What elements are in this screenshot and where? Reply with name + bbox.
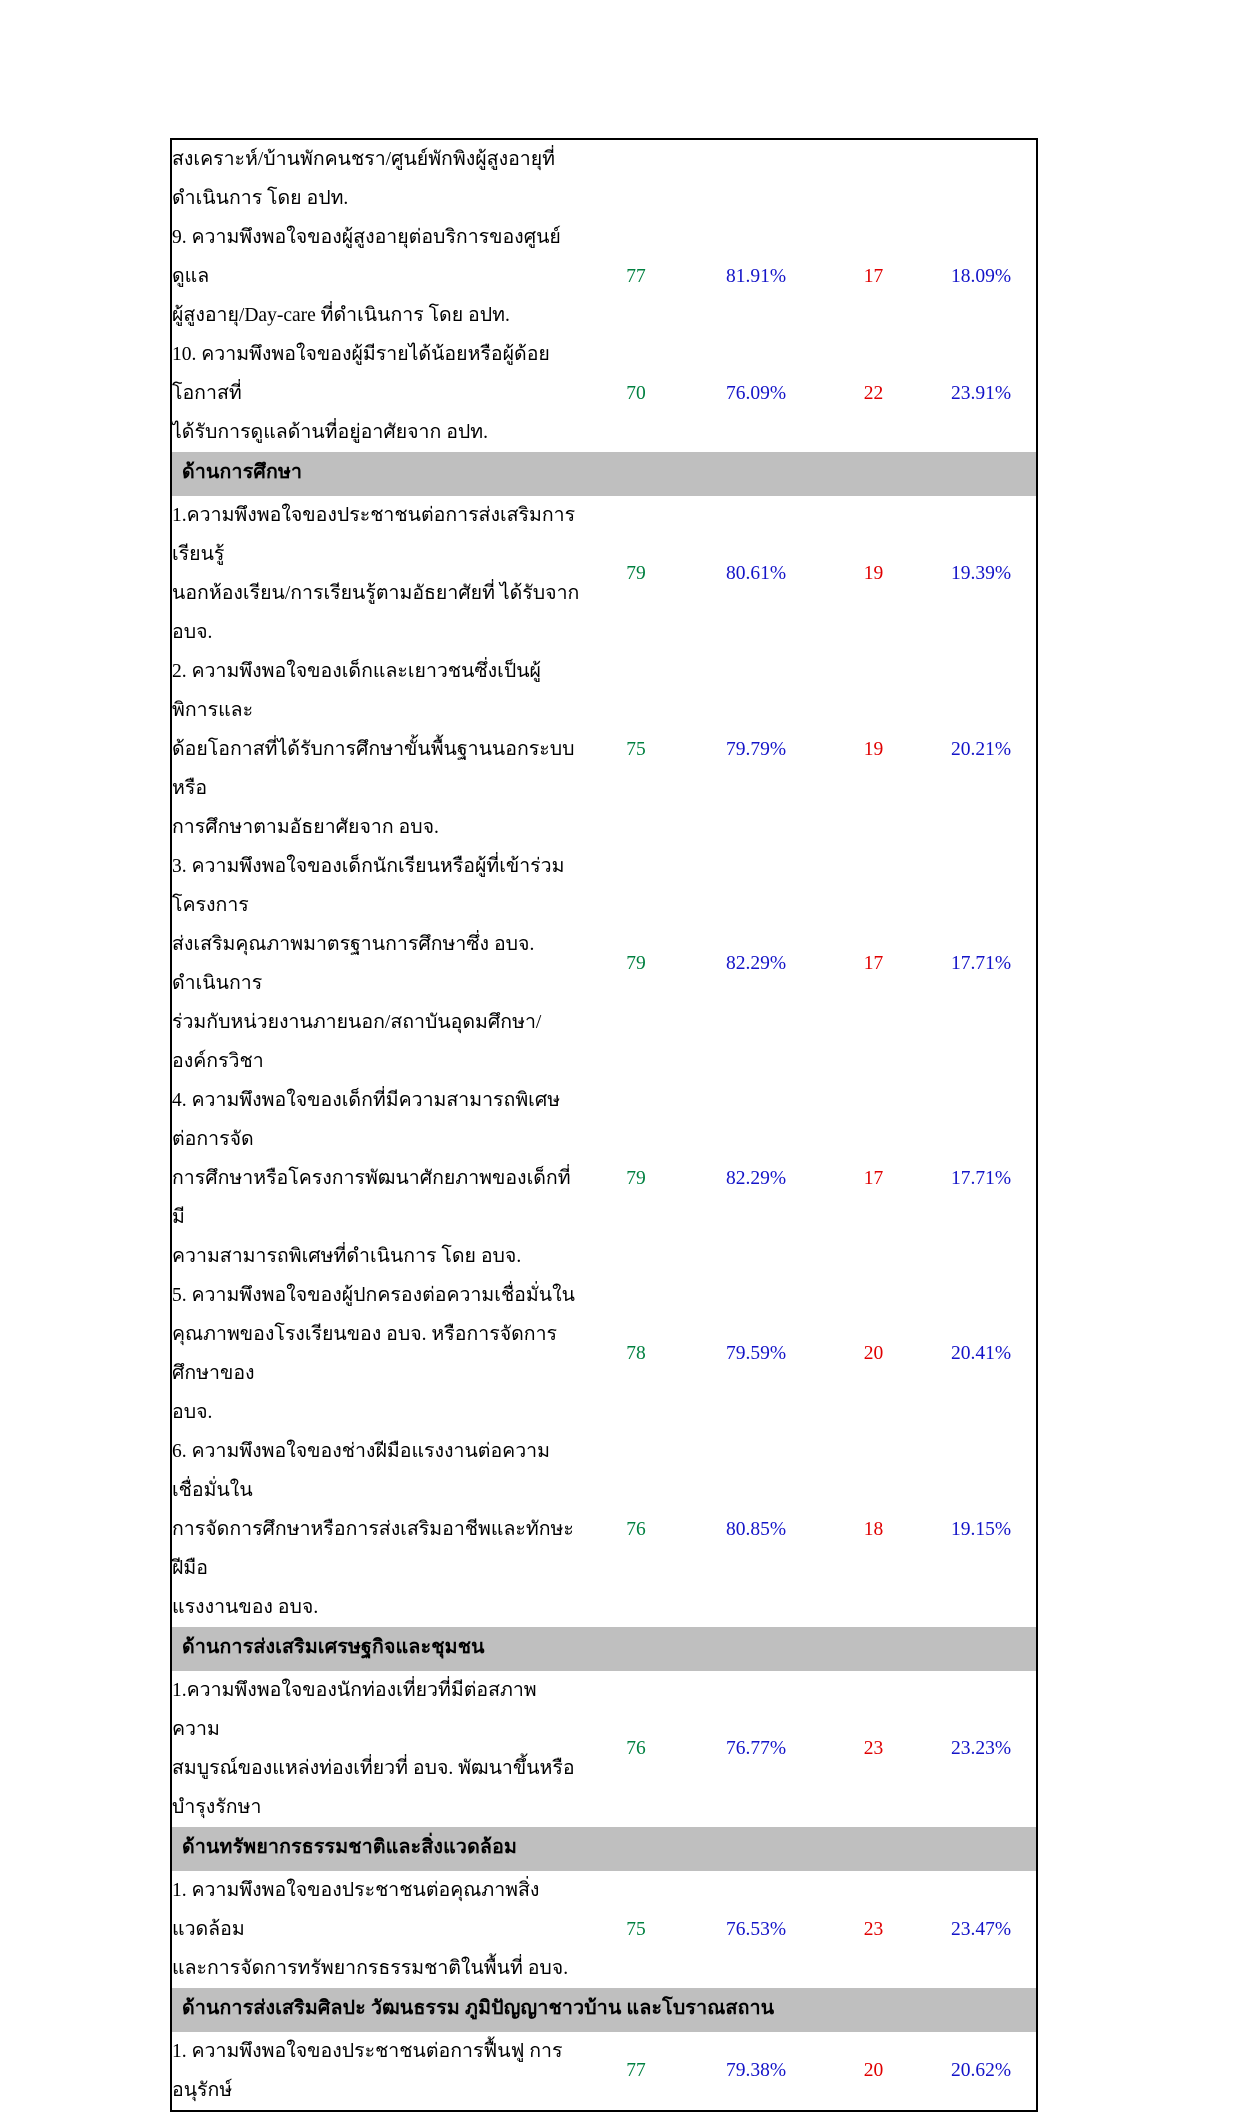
table-row bbox=[171, 1432, 1037, 1627]
satisfied-percent: 79.59% bbox=[691, 1276, 821, 1432]
section-header-label: ด้านทรัพยากรธรรมชาติและสิ่งแวดล้อม bbox=[171, 1827, 1037, 1871]
row-label bbox=[171, 335, 581, 452]
table-row bbox=[171, 652, 1037, 847]
unsatisfied-count: 22 bbox=[821, 335, 926, 452]
unsatisfied-count: 19 bbox=[821, 652, 926, 847]
unsatisfied-percent: 20.21% bbox=[926, 652, 1037, 847]
row-label-line: การศึกษาหรือโครงการพัฒนาศักยภาพของเด็กที่มี bbox=[172, 1168, 571, 1228]
unsatisfied-count bbox=[821, 139, 926, 218]
table-row bbox=[171, 847, 1037, 1081]
table-row bbox=[171, 1671, 1037, 1827]
satisfied-count: 78 bbox=[581, 1276, 691, 1432]
section-header-label: ด้านการศึกษา bbox=[171, 452, 1037, 496]
satisfied-percent: 76.77% bbox=[691, 1671, 821, 1827]
section-header-label: ด้านการส่งเสริมศิลปะ วัฒนธรรม ภูมิปัญญาชาวบ้าน และโบราณสถาน bbox=[171, 1988, 1037, 2032]
table-body bbox=[171, 139, 1037, 2111]
satisfied-percent: 76.53% bbox=[691, 1871, 821, 1988]
section-header-row bbox=[171, 1627, 1037, 1671]
row-label-line: สงเคราะห์/บ้านพักคนชรา/ศูนย์พักพิงผู้สูงอายุที่ bbox=[172, 149, 556, 170]
row-label-line: สมบูรณ์ของแหล่งท่องเที่ยวที่ อบจ. พัฒนาขึ้นหรือ bbox=[172, 1758, 575, 1779]
unsatisfied-count: 20 bbox=[821, 2032, 926, 2111]
unsatisfied-count: 23 bbox=[821, 1671, 926, 1827]
satisfied-percent: 81.91% bbox=[691, 218, 821, 335]
satisfied-percent: 79.79% bbox=[691, 652, 821, 847]
row-label-line: 3. ความพึงพอใจของเด็กนักเรียนหรือผู้ที่เข้าร่วมโครงการ bbox=[172, 856, 565, 916]
row-label-line: 1.ความพึงพอใจของนักท่องเที่ยวที่มีต่อสภาพความ bbox=[172, 1680, 537, 1740]
table-row bbox=[171, 218, 1037, 335]
row-label-line: 1. ความพึงพอใจของประชาชนต่อคุณภาพสิ่งแวดล้อม bbox=[172, 1880, 540, 1940]
row-label-line: ส่งเสริมคุณภาพมาตรฐานการศึกษาซึ่ง อบจ. ดำเนินการ bbox=[172, 934, 535, 994]
satisfied-count: 77 bbox=[581, 2032, 691, 2111]
row-label-line: ร่วมกับหน่วยงานภายนอก/สถาบันอุดมศึกษา/องค์กรวิชา bbox=[172, 1012, 542, 1072]
row-label bbox=[171, 2032, 581, 2111]
satisfied-count: 70 bbox=[581, 335, 691, 452]
row-label bbox=[171, 847, 581, 1081]
row-label-line: ความสามารถพิเศษที่ดำเนินการ โดย อบจ. bbox=[172, 1246, 522, 1267]
satisfied-percent: 80.85% bbox=[691, 1432, 821, 1627]
table-row bbox=[171, 335, 1037, 452]
satisfied-count: 76 bbox=[581, 1432, 691, 1627]
table-row bbox=[171, 496, 1037, 652]
unsatisfied-percent: 19.39% bbox=[926, 496, 1037, 652]
row-label bbox=[171, 496, 581, 652]
row-label-line: 6. ความพึงพอใจของช่างฝีมือแรงงานต่อความเชื่อมั่นใน bbox=[172, 1441, 550, 1501]
satisfied-percent: 82.29% bbox=[691, 847, 821, 1081]
row-label bbox=[171, 652, 581, 847]
satisfied-count: 75 bbox=[581, 1871, 691, 1988]
satisfied-count: 79 bbox=[581, 1081, 691, 1276]
row-label-line: คุณภาพของโรงเรียนของ อบจ. หรือการจัดการศึกษาของ bbox=[172, 1324, 558, 1384]
satisfied-count: 75 bbox=[581, 652, 691, 847]
row-label-line: ด้อยโอกาสที่ได้รับการศึกษาขั้นพื้นฐานนอกระบบหรือ bbox=[172, 739, 575, 799]
unsatisfied-percent: 23.47% bbox=[926, 1871, 1037, 1988]
unsatisfied-percent: 17.71% bbox=[926, 1081, 1037, 1276]
table-row bbox=[171, 139, 1037, 218]
satisfied-percent bbox=[691, 139, 821, 218]
row-label bbox=[171, 1276, 581, 1432]
unsatisfied-percent: 17.71% bbox=[926, 847, 1037, 1081]
row-label-line: ดำเนินการ โดย อปท. bbox=[172, 188, 349, 209]
row-label-line: อบจ. bbox=[172, 1402, 213, 1423]
row-label-line: และการจัดการทรัพยากรธรรมชาติในพื้นที่ อบจ. bbox=[172, 1958, 569, 1979]
satisfied-percent: 76.09% bbox=[691, 335, 821, 452]
unsatisfied-count: 17 bbox=[821, 1081, 926, 1276]
row-label bbox=[171, 1432, 581, 1627]
unsatisfied-percent: 23.23% bbox=[926, 1671, 1037, 1827]
table-row bbox=[171, 1871, 1037, 1988]
satisfaction-table bbox=[170, 138, 1038, 2112]
section-header-row bbox=[171, 1827, 1037, 1871]
table-row bbox=[171, 1081, 1037, 1276]
satisfied-count: 77 bbox=[581, 218, 691, 335]
row-label-line: 5. ความพึงพอใจของผู้ปกครองต่อความเชื่อมั่นใน bbox=[172, 1285, 575, 1306]
unsatisfied-percent: 23.91% bbox=[926, 335, 1037, 452]
row-label-line: การศึกษาตามอัธยาศัยจาก อบจ. bbox=[172, 817, 439, 838]
row-label bbox=[171, 1081, 581, 1276]
row-label-line: การจัดการศึกษาหรือการส่งเสริมอาชีพและทักษะฝีมือ bbox=[172, 1519, 574, 1579]
row-label bbox=[171, 1671, 581, 1827]
row-label-line: บำรุงรักษา bbox=[172, 1797, 262, 1818]
satisfied-percent: 79.38% bbox=[691, 2032, 821, 2111]
unsatisfied-count: 18 bbox=[821, 1432, 926, 1627]
satisfied-count: 79 bbox=[581, 496, 691, 652]
satisfied-count: 76 bbox=[581, 1671, 691, 1827]
unsatisfied-percent: 20.41% bbox=[926, 1276, 1037, 1432]
row-label bbox=[171, 139, 581, 218]
unsatisfied-percent bbox=[926, 139, 1037, 218]
row-label bbox=[171, 218, 581, 335]
satisfied-percent: 82.29% bbox=[691, 1081, 821, 1276]
row-label bbox=[171, 1871, 581, 1988]
row-label-line: 10. ความพึงพอใจของผู้มีรายได้น้อยหรือผู้ด้อยโอกาสที่ bbox=[172, 344, 550, 404]
satisfied-count bbox=[581, 139, 691, 218]
unsatisfied-count: 17 bbox=[821, 218, 926, 335]
table-row bbox=[171, 2032, 1037, 2111]
row-label-line: 1.ความพึงพอใจของประชาชนต่อการส่งเสริมการเรียนรู้ bbox=[172, 505, 576, 565]
unsatisfied-count: 23 bbox=[821, 1871, 926, 1988]
unsatisfied-count: 20 bbox=[821, 1276, 926, 1432]
row-label-line: ได้รับการดูแลด้านที่อยู่อาศัยจาก อปท. bbox=[172, 422, 489, 443]
unsatisfied-percent: 19.15% bbox=[926, 1432, 1037, 1627]
unsatisfied-percent: 18.09% bbox=[926, 218, 1037, 335]
row-label-line: 9. ความพึงพอใจของผู้สูงอายุต่อบริการของศูนย์ดูแล bbox=[172, 227, 561, 287]
table-row bbox=[171, 1276, 1037, 1432]
section-header-row bbox=[171, 1988, 1037, 2032]
unsatisfied-percent: 20.62% bbox=[926, 2032, 1037, 2111]
section-header-row bbox=[171, 452, 1037, 496]
satisfied-count: 79 bbox=[581, 847, 691, 1081]
row-label-line: นอกห้องเรียน/การเรียนรู้ตามอัธยาศัยที่ ได้รับจาก อบจ. bbox=[172, 583, 580, 643]
unsatisfied-count: 19 bbox=[821, 496, 926, 652]
row-label-line: แรงงานของ อบจ. bbox=[172, 1597, 319, 1618]
section-header-label: ด้านการส่งเสริมเศรษฐกิจและชุมชน bbox=[171, 1627, 1037, 1671]
row-label-line: 4. ความพึงพอใจของเด็กที่มีความสามารถพิเศษต่อการจัด bbox=[172, 1090, 561, 1150]
unsatisfied-count: 17 bbox=[821, 847, 926, 1081]
satisfied-percent: 80.61% bbox=[691, 496, 821, 652]
row-label-line: 1. ความพึงพอใจของประชาชนต่อการฟื้นฟู การอนุรักษ์ bbox=[172, 2041, 563, 2101]
row-label-line: 2. ความพึงพอใจของเด็กและเยาวชนซึ่งเป็นผู้พิการและ bbox=[172, 661, 541, 721]
row-label-line: ผู้สูงอายุ/Day-care ที่ดำเนินการ โดย อปท. bbox=[172, 305, 510, 326]
